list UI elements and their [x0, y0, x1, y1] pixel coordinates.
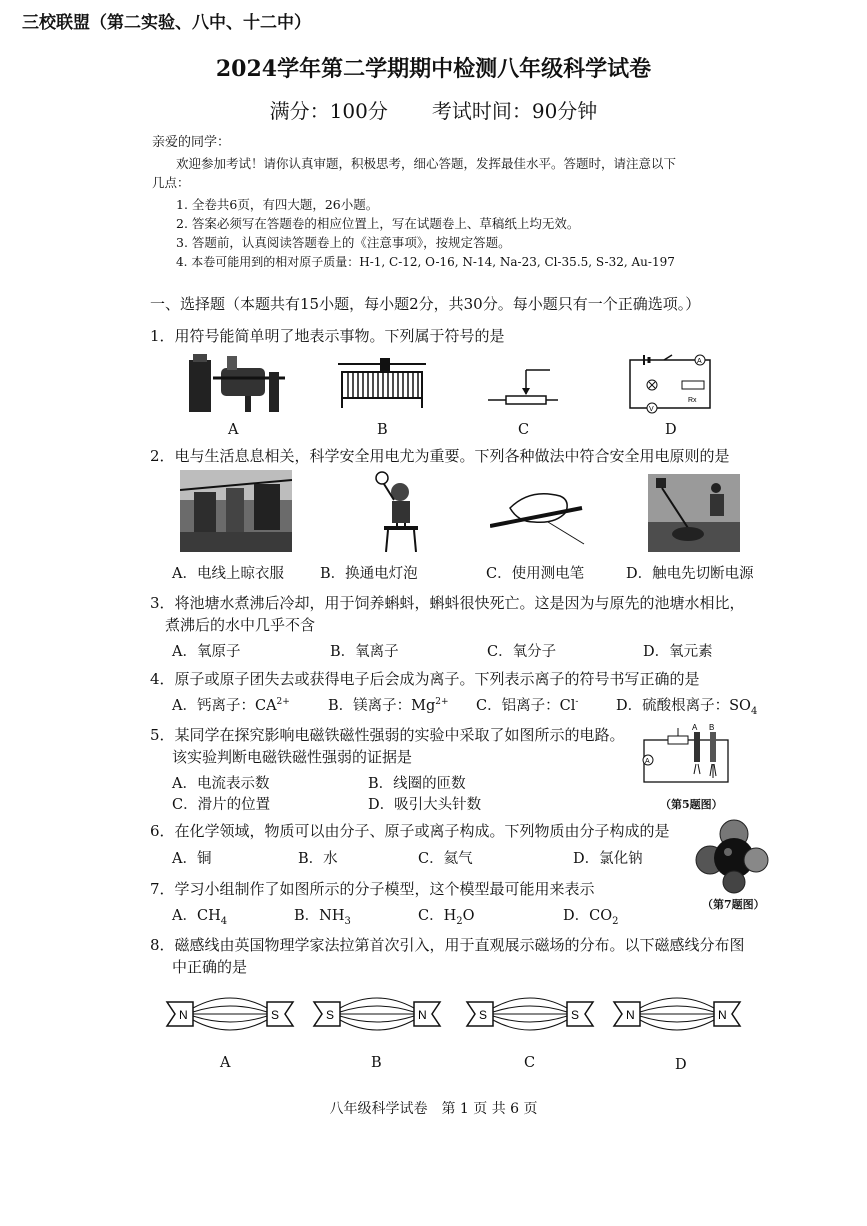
exam-time: 考试时间：90分钟	[431, 99, 598, 123]
q1-label-d: D	[665, 422, 677, 438]
page-footer: 八年级科学试卷 第 1 页 共 6 页	[329, 1101, 538, 1117]
svg-text:A: A	[697, 358, 702, 365]
q5-figure-caption: （第5题图）	[660, 798, 723, 811]
q5-figure-electromagnet-circuit	[640, 722, 732, 790]
q8-b-left-pole: S	[326, 1008, 335, 1022]
question-3-stem: 3．将池塘水煮沸后冷却，用于饲养蝌蚪，蝌蚪很快死亡。这是因为与原先的池塘水相比，	[150, 594, 745, 612]
question-1-stem: 1．用符号能简单明了地表示事物。下列属于符号的是	[150, 327, 505, 345]
intro-line: 欢迎参加考试！请你认真审题，积极思考，细心答题，发挥最佳水平。答题时，请注意以下	[176, 156, 677, 171]
q8-magnet-a	[165, 986, 295, 1042]
q7-figure-caption: （第7题图）	[702, 898, 765, 911]
q8-magnet-d	[612, 986, 742, 1042]
q8-label-b: B	[371, 1055, 382, 1071]
question-4-stem: 4．原子或原子团失去或获得电子后会成为离子。下列表示离子的符号书写正确的是	[150, 670, 700, 688]
q3-option-a: A．氧原子	[172, 644, 241, 660]
q5-fig-label-b: B	[709, 723, 715, 732]
q3-option-d: D．氧元素	[643, 644, 713, 660]
q7-option-a: A．$CH_4$	[172, 908, 228, 927]
q2-option-d: D．触电先切断电源	[626, 566, 754, 582]
school-alliance-tag: 三校联盟（第二实验、八中、十二中）	[22, 13, 311, 33]
question-8-stem: 8．磁感线由英国物理学家法拉第首次引入，用于直观展示磁场的分布。以下磁感线分布图	[150, 936, 745, 954]
q8-a-right-pole: S	[271, 1008, 280, 1022]
q4-option-b: B．镁离子：$Mg^{2+}$	[328, 697, 449, 714]
q1-figure-b-rheostat	[336, 358, 428, 410]
question-3-stem-cont: 煮沸后的水中几乎不含	[165, 616, 316, 634]
q1-figure-c-rheostat-symbol	[486, 358, 560, 408]
q1-figure-d-circuit-diagram	[624, 352, 720, 418]
q8-c-left-pole: S	[479, 1008, 488, 1022]
q8-magnet-b	[312, 986, 442, 1042]
q8-d-left-pole: N	[626, 1008, 635, 1022]
q1-label-a: A	[228, 422, 239, 438]
q8-a-left-pole: N	[179, 1008, 188, 1022]
q2-option-c: C．使用测电笔	[486, 566, 585, 582]
q2-option-a: A．电线上晾衣服	[172, 566, 284, 582]
q3-option-c: C．氧分子	[487, 644, 557, 660]
exam-title: 2024学年第二学期期中检测八年级科学试卷	[215, 56, 652, 82]
full-score: 满分：100分	[269, 99, 388, 123]
q7-option-b: B．$NH_3$	[294, 908, 351, 927]
q7-option-c: C．$H_2O$	[418, 908, 475, 927]
q8-magnet-c	[465, 986, 595, 1042]
q8-d-right-pole: N	[718, 1008, 727, 1022]
q1-rx-label: Rx	[688, 397, 697, 404]
q3-option-b: B．氧离子	[330, 644, 399, 660]
notice-item: 3. 答题前，认真阅读答题卷上的《注意事项》，按规定答题。	[176, 235, 511, 250]
q5-fig-label-a: A	[692, 723, 698, 732]
q4-option-a: A．钙离子：$CA^{2+}$	[172, 697, 290, 714]
section-heading: 一、选择题（本题共有15小题，每小题2分，共30分。每小题只有一个正确选项。）	[150, 295, 701, 313]
q8-label-d: D	[675, 1057, 687, 1073]
question-7-stem: 7．学习小组制作了如图所示的分子模型，这个模型最可能用来表示	[150, 880, 595, 898]
q6-option-d: D．氯化钠	[573, 851, 643, 867]
q7-figure-molecule-model	[694, 818, 770, 894]
intro-line: 几点：	[152, 175, 190, 190]
greeting: 亲爱的同学：	[152, 135, 231, 150]
q5-option-c: C．滑片的位置	[172, 797, 271, 813]
q8-b-right-pole: N	[418, 1008, 427, 1022]
q5-option-d: D．吸引大头针数	[368, 797, 482, 813]
q2-photo-a-laundry-on-wire	[180, 470, 292, 552]
svg-text:A: A	[645, 758, 650, 765]
q1-figure-a-apparatus	[185, 352, 295, 414]
q4-option-c: C．铝离子：Cl-	[476, 697, 579, 714]
q4-option-d: D．硫酸根离子：$SO_4$	[616, 698, 758, 717]
q1-label-c: C	[518, 422, 530, 438]
q6-option-a: A．铜	[172, 851, 212, 867]
q2-figure-b-person-changing-bulb	[370, 470, 430, 552]
q5-option-b: B．线圈的匝数	[368, 776, 466, 792]
notice-item: 2. 答案必须写在答题卷的相应位置上，写在试题卷上、草稿纸上均无效。	[176, 216, 580, 231]
question-6-stem: 6．在化学领域，物质可以由分子、原子或离子构成。下列物质由分子构成的是	[150, 822, 670, 840]
exam-meta	[0, 95, 867, 124]
q8-c-right-pole: S	[571, 1008, 580, 1022]
svg-text:V: V	[649, 406, 654, 413]
notice-item: 4. 本卷可能用到的相对原子质量：H-1, C-12, O-16, N-14, Na-23, Cl-35.5, S-32, Au-197	[176, 255, 675, 269]
q6-option-c: C．氦气	[418, 851, 473, 867]
notice-item: 1. 全卷共6页，有四大题，26小题。	[176, 197, 379, 212]
q5-option-a: A．电流表示数	[172, 776, 270, 792]
q2-photo-d-rescue-electric-shock	[648, 474, 740, 552]
q8-label-a: A	[220, 1055, 231, 1071]
q2-option-b: B．换通电灯泡	[320, 566, 418, 582]
q7-option-d: D．$CO_2$	[563, 908, 619, 927]
question-5-stem-cont: 该实验判断电磁铁磁性强弱的证据是	[172, 748, 413, 766]
q8-label-c: C	[524, 1055, 536, 1071]
question-8-stem-cont: 中正确的是	[172, 958, 248, 976]
q2-figure-c-hand-with-test-pen	[490, 478, 586, 548]
question-5-stem: 5．某同学在探究影响电磁铁磁性强弱的实验中采取了如图所示的电路。	[150, 726, 625, 744]
q1-label-b: B	[377, 422, 388, 438]
question-2-stem: 2．电与生活息息相关，科学安全用电尤为重要。下列各种做法中符合安全用电原则的是	[150, 447, 730, 465]
q6-option-b: B．水	[298, 851, 338, 867]
